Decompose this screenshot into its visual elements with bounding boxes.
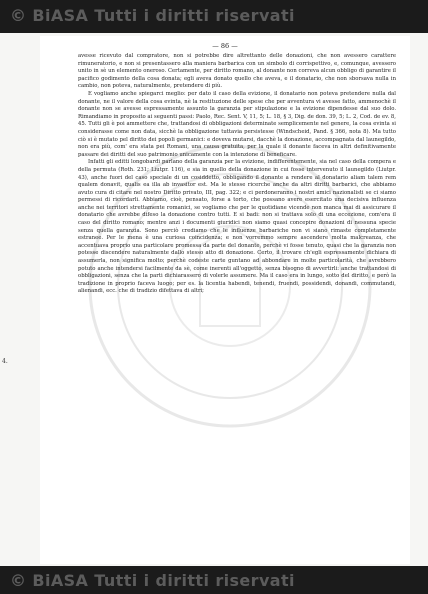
paragraph-2: E vogliamo anche spiegarci meglio: per dato il caso della evizione, il donatario non poteva pretendere nulla dal donante, ne il valore della cosa evinta, nè la restituzione delle spese che per avventura vi avesse fatto, ammenochè il donante non se avesse espressamente assunto la garanzia per stipulazione e la evizione dipendesse dal suo dolo. Rimandiamo in proposito ai seguenti passi: Paolo, Rec. Sent. V, 11, 5; L. 18, § 3, Dig. de don. 39, 5; L. 2, Cod. de ev. 8, 45. Tutti gli è poi ammettere che, trattandosi di obbligazioni determinate semplicemente nel genere, la cosa evinta si considerasse come non data, sicchè la obbligazione tuttavia persistesse (Windscheid, Pand. § 366, nota 8). Ma tutto ciò si è mutato pel diritto dei popoli germanici: e doveva mutarsi, dacchè la donazione, accompagnata dal launegildo, non era più, com' era stata pei Romani, una causa gratuita, per la quale il donante faceva in altri definitivamente passare dei diritti del suo patrimonio unicamente con la intenzione di beneficare. — [78, 90, 396, 158]
body-text — [78, 53, 396, 296]
paragraph-1: avesse ricevuto dal compratore, non si potrebbe dire altrettanto delle donazioni, che non avessero carattere rimuneratorio, e non si presentassero alla maniera barbarica con un simbolo di corrispettivo, e, comunque, avessero unito in sè un elemento oneroso. Certamente, per diritto romano, al donante non correva alcun obbligo di garantire il pacifico godimento della cosa donata; egli aveva donato quello che aveva, e il donatario, che non sborsava nulla in cambio, non poteva, naturalmente, pretendere di più. — [78, 53, 396, 90]
top-watermark-text: © BiASA Tutti i diritti riservati — [10, 6, 295, 25]
book-page — [40, 36, 410, 564]
bottom-watermark-text: © BiASA Tutti i diritti riservati — [10, 571, 295, 590]
paragraph-3: Infatti gli editti longobardi parlano della garanzia per la evizione, indifferentemente, sia nel caso della compera e della permuta (Roth. 231; Liutpr. 116), e sia in quello della donazione in cui fosse intervenuto il launegildo (Liutpr. 43), anche fuori del caso speciale di un cosiddetto, obbligando il donante a rendere al donatario aliam talem rem qualem donavit, qualis ea illa ab invasitor est. Ma le stesse ricerche anche da altri diritti barbarici, che abbiamo avuto cura di citare nel nostro Diritto privato, III, pag. 322; e ci perdoneranno i nostri amici nazionalisti se ci siamo permessi di ricordarli. Abbiamo, cioè, pensato, forse a torto, che possano avere esercitato una decisiva influenza anche nei territori strettamente romanici, se vogliamo che per le quotidiane vicende non manca mai di assicurare il donatario che avrebbe difeso la donazione contro tutti. E si badi: non si trattava solo di una eccezione, com'era il caso del diritto romano; mentre anzi i documenti giuridici non siamo quasi concepire donazioni di nessuna specie senza quella garanzia. Sono perciò crediamo che le influenze barbariche non vi siano rimaste completamente estranee. Per le mena è una curiosa coincidenza; e non vorremmo sempre ascendere molta malcreanza, che accentuava proprio una particolare promessa da parte del donante, perchè vi fosse tenuto, quasi che la garanzia non potesse discendere naturalmente dallo stesso atto di donazione. Certo, il trovare ch'egli espressamente dichiara di assumerla, non significa molto; perchè codeste carte guntano ad abbondare in molte particolarità, che avrebbero potuto anche intendersi facilmente da sè, come inerenti all'oggetto, senza bisogno di avvertirli: anche trattandosi di obbligazioni, senza che la parti dichiarassero di volerle assumere. Ma il caso era in lungo, sotto del diritto, e però la tradizione in proprio faceva luogo; per es. la licentia habendi, tenendi, fruendi, possidendi, donandi, commutandi, alienandi, ecc. che di tradizio difettava di altri; — [78, 159, 396, 295]
margin-mark: 4. — [2, 358, 8, 365]
top-watermark-band — [0, 0, 428, 33]
page-number: — 86 — — [212, 42, 238, 50]
bottom-watermark-band — [0, 566, 428, 594]
